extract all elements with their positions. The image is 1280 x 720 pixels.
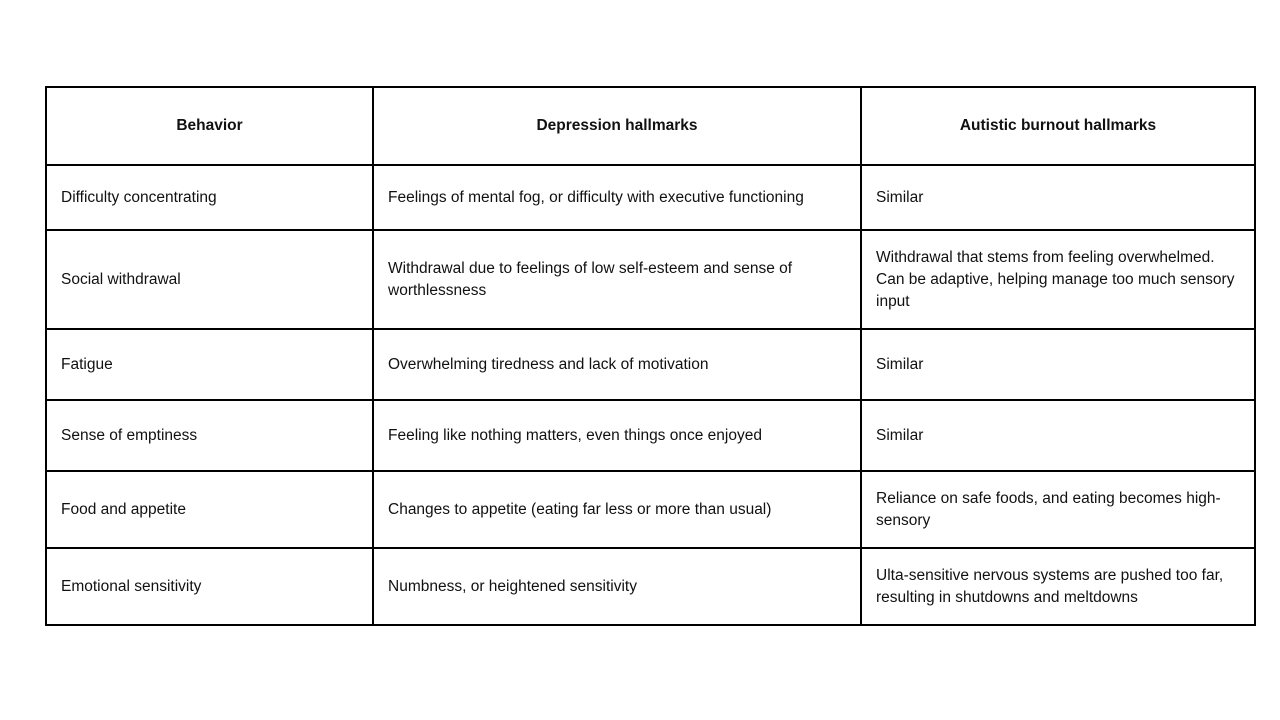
cell-burnout: Similar [861, 400, 1255, 471]
cell-burnout: Similar [861, 329, 1255, 400]
table-row [46, 230, 1255, 329]
cell-burnout: Similar [861, 165, 1255, 230]
table-row [46, 329, 1255, 400]
cell-behavior: Food and appetite [46, 471, 373, 548]
cell-burnout: Withdrawal that stems from feeling overwhelmed. Can be adaptive, helping manage too much sensory input [861, 230, 1255, 329]
cell-behavior: Fatigue [46, 329, 373, 400]
cell-depression: Withdrawal due to feelings of low self-esteem and sense of worthlessness [373, 230, 861, 329]
header-depression-hallmarks: Depression hallmarks [373, 87, 861, 165]
table-row [46, 548, 1255, 625]
comparison-table-container [45, 86, 1254, 626]
cell-depression: Numbness, or heightened sensitivity [373, 548, 861, 625]
cell-depression: Feeling like nothing matters, even things once enjoyed [373, 400, 861, 471]
cell-behavior: Social withdrawal [46, 230, 373, 329]
cell-depression: Changes to appetite (eating far less or more than usual) [373, 471, 861, 548]
table-row [46, 471, 1255, 548]
cell-burnout: Ulta-sensitive nervous systems are pushed too far, resulting in shutdowns and meltdowns [861, 548, 1255, 625]
table-row [46, 400, 1255, 471]
cell-behavior: Difficulty concentrating [46, 165, 373, 230]
header-behavior: Behavior [46, 87, 373, 165]
comparison-table [45, 86, 1256, 626]
cell-burnout: Reliance on safe foods, and eating becomes high-sensory [861, 471, 1255, 548]
cell-behavior: Emotional sensitivity [46, 548, 373, 625]
cell-behavior: Sense of emptiness [46, 400, 373, 471]
table-row [46, 165, 1255, 230]
header-autistic-burnout-hallmarks: Autistic burnout hallmarks [861, 87, 1255, 165]
cell-depression: Feelings of mental fog, or difficulty with executive functioning [373, 165, 861, 230]
table-header-row [46, 87, 1255, 165]
cell-depression: Overwhelming tiredness and lack of motivation [373, 329, 861, 400]
